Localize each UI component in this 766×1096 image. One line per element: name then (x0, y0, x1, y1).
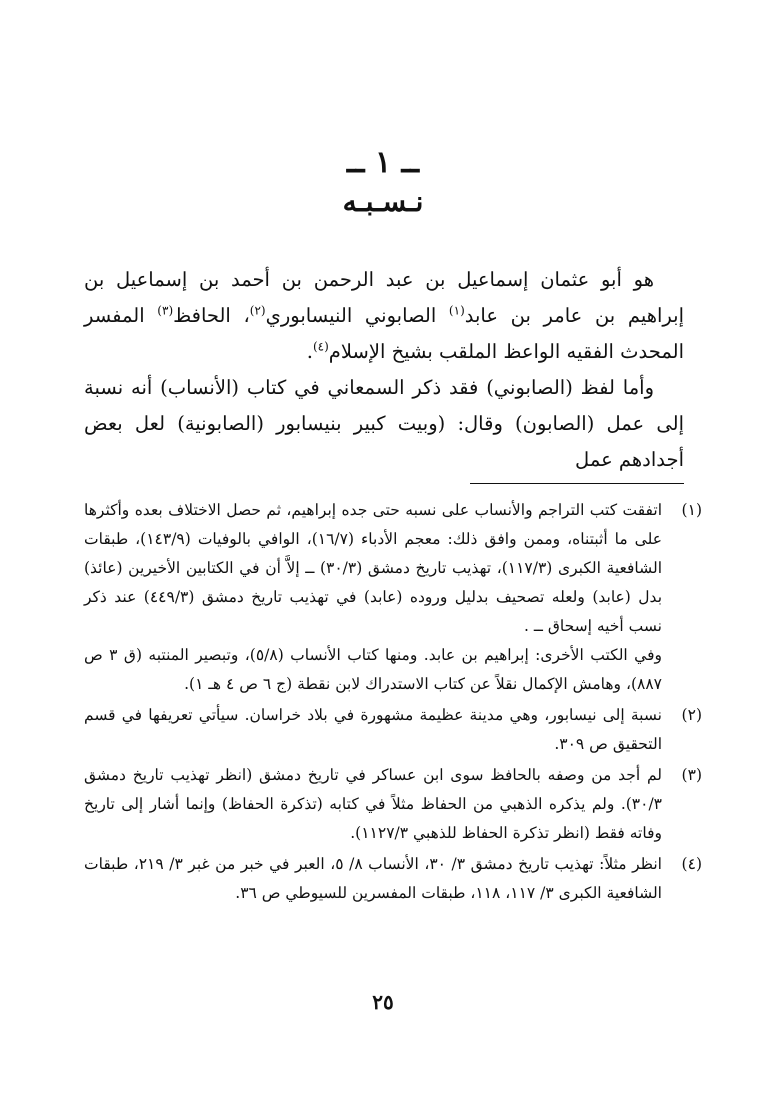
footnote-4 (84, 850, 702, 908)
footnote-number: (١) (681, 501, 702, 519)
footnote-number: (٤) (681, 855, 702, 873)
footnote-ref-1[interactable]: (١) (448, 303, 465, 318)
main-paragraph-2: وأما لفظ (الصابوني) فقد ذكر السمعاني في كتاب (الأنساب) أنه نسبة إلى عمل (الصابون) وقال: (وبيت كبير بنيسابور (الصابونية) لعل بعض أجدادهم عمل (84, 376, 684, 471)
footnote-paragraph: اتفقت كتب التراجم والأنساب على نسبه حتى جده إبراهيم، ثم حصل الاختلاف بعده وأكثرها على ما أثبتناه، وممن وافق ذلك: معجم الأدباء (١٦/٧)، الوافي بالوفيات (١٤٣/٩)، طبقات الشافعية الكبرى (١١٧/٣)، تهذيب تاريخ دمشق (٣٠/٣) ــ إلاَّ أن في الكتابين الأخيرين (عائذ) بدل (عابد) ولعله تصحيف بدليل وروده (عابد) في تهذيب تاريخ دمشق (٤٤٩/٣) عند ذكر نسب أخيه إسحاق ــ . (84, 501, 663, 635)
footnote-ref-4[interactable]: (٤) (312, 339, 329, 354)
footnote-number: (٣) (681, 766, 702, 784)
footnote-2 (84, 701, 702, 759)
footnote-ref-3[interactable]: (٣) (157, 303, 174, 318)
footnotes (84, 496, 702, 910)
text-run: المفسر المحدث الفقيه الواعظ الملقب بشيخ الإسلام (84, 304, 684, 363)
footnote-separator (470, 483, 684, 484)
footnote-paragraph: انظر مثلاً: تهذيب تاريخ دمشق ٣/ ٣٠، الأنساب ٨/ ٥، العبر في خبر من غبر ٣/ ٢١٩، طبقات الشافعية الكبرى ٣/ ١١٧، ١١٨، طبقات المفسرين للسيوطي ص ٣٦. (84, 855, 662, 902)
footnote-paragraph: نسبة إلى نيسابور، وهي مدينة عظيمة مشهورة في بلاد خراسان. سيأتي تعريفها في قسم التحقيق ص ٣٠٩. (84, 706, 662, 753)
chapter-title: نـسـبـه (342, 185, 424, 218)
footnote-body (84, 850, 662, 908)
text-run: ، الحافظ (173, 304, 250, 327)
footnote-body (84, 496, 662, 699)
footnote-ref-2[interactable]: (٢) (249, 303, 266, 318)
footnote-body (84, 701, 662, 759)
footnote-body (84, 761, 662, 848)
page-number: ٢٥ (372, 990, 394, 1014)
footnote-number: (٢) (681, 706, 702, 724)
chapter-number: ــ ١ ــ (346, 145, 420, 180)
footnote-1 (84, 496, 702, 699)
footnote-3 (84, 761, 702, 848)
text-run: . (306, 340, 313, 363)
footnote-paragraph: لم أجد من وصفه بالحافظ سوى ابن عساكر في تاريخ دمشق (انظر تهذيب تاريخ دمشق ٣٠/٣). ولم يذكره الذهبي من الحفاظ مثلاً في كتابه (تذكرة الحفاظ) وإنما أشار إلى تاريخ وفاته فقط (انظر تذكرة الحفاظ للذهبي ١١٢٧/٣). (84, 766, 662, 842)
footnote-paragraph: وفي الكتب الأخرى: إبراهيم بن عابد. ومنها كتاب الأنساب (٥/٨)، وتبصير المنتبه (ق ٣ ص ٨٨٧)، وهامش الإكمال نقلاً عن كتاب الاستدراك لابن نقطة (ج ٦ ص ٤ هـ ١). (84, 646, 662, 693)
text-run: الصابوني النيسابوري (265, 304, 449, 327)
main-text (84, 262, 684, 478)
text-run: هو أبو عثمان إسماعيل بن عبد الرحمن بن أحمد بن إسماعيل بن إبراهيم بن عامر بن عابد (84, 268, 685, 327)
main-paragraph-1 (84, 262, 684, 370)
